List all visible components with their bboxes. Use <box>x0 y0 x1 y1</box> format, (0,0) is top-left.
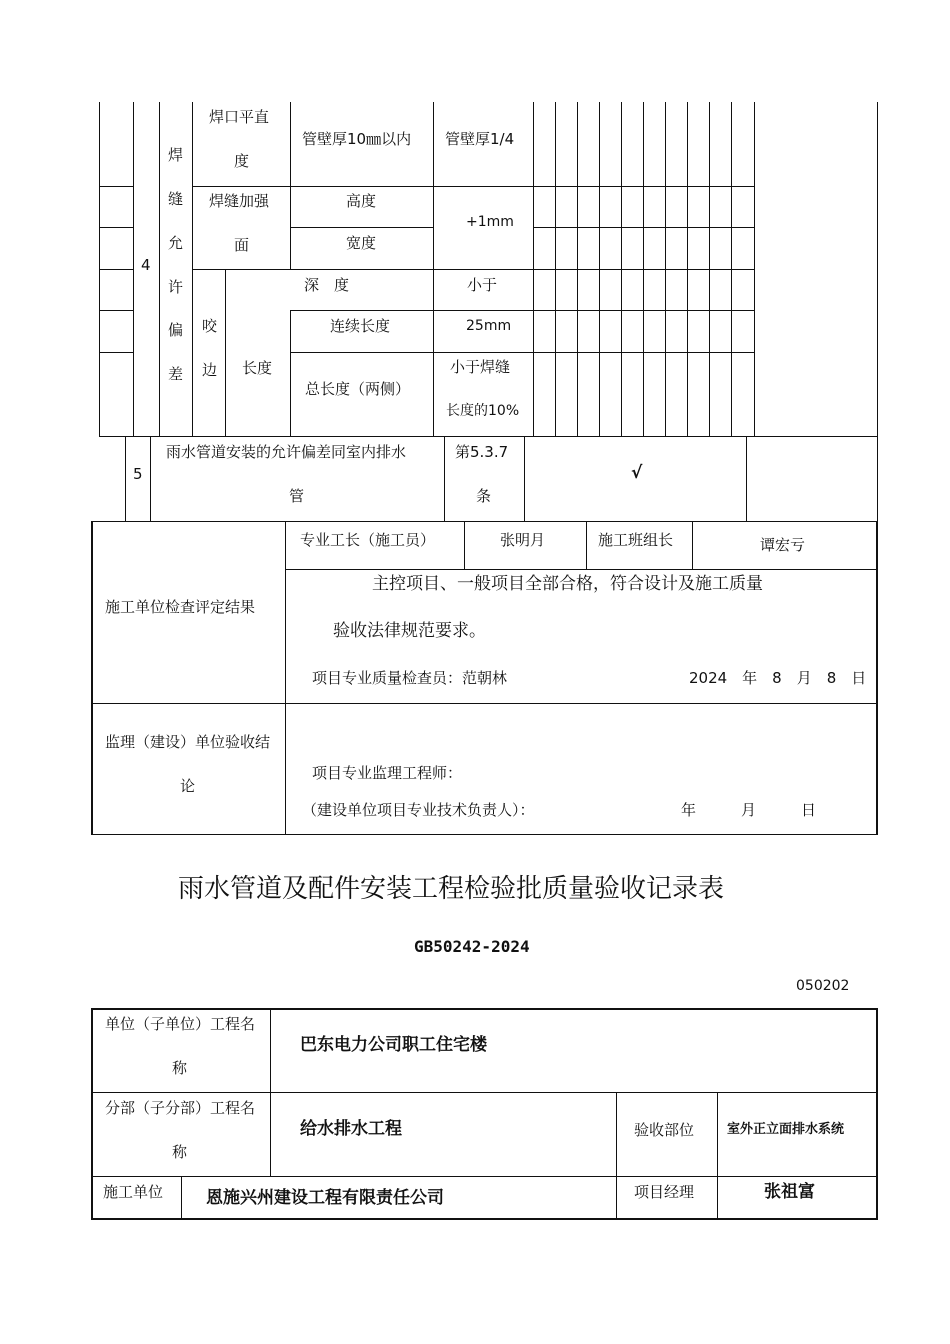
flatness-label-cont: 度 <box>234 152 250 170</box>
item5-check-mark: √ <box>631 463 643 483</box>
supervision-date-blank: 年 月 日 <box>681 801 817 819</box>
depth-tolerance: 小于 <box>467 276 498 294</box>
vertical-char: 允 <box>168 234 184 252</box>
unit-project-label-cont: 称 <box>172 1059 188 1077</box>
supervision-conclusion-label-cont: 论 <box>180 777 196 795</box>
sub-project-label-cont: 称 <box>172 1143 188 1161</box>
total-length-tolerance-cont: 长度的10% <box>446 403 520 419</box>
vertical-char: 许 <box>168 278 184 296</box>
continuous-length-tolerance: 25mm <box>466 318 512 334</box>
vertical-char: 焊 <box>168 146 184 164</box>
flatness-label: 焊口平直 <box>209 108 270 126</box>
result-statement-cont: 验收法律规范要求。 <box>333 621 486 641</box>
quality-inspector: 项目专业质量检查员：范朝林 <box>312 669 508 687</box>
bite-char: 边 <box>202 361 218 379</box>
total-length-tolerance: 小于焊缝 <box>450 358 511 376</box>
sub-project-label: 分部（子分部）工程名 <box>105 1099 256 1117</box>
wall-thickness-condition: 管壁厚10㎜以内 <box>302 130 412 148</box>
project-manager-label: 项目经理 <box>634 1183 695 1201</box>
unit-project-label: 单位（子单位）工程名 <box>105 1015 256 1033</box>
foreman-name: 张明月 <box>500 531 546 549</box>
row-number-4: 4 <box>141 256 151 274</box>
sub-project-value: 给水排水工程 <box>300 1119 402 1139</box>
vertical-char: 偏 <box>168 321 184 339</box>
width-label: 宽度 <box>346 234 377 252</box>
owner-tech-label: （建设单位项目专业技术负责人）： <box>302 801 535 819</box>
item5-clause-cont: 条 <box>476 487 492 505</box>
team-leader-label: 施工班组长 <box>598 531 674 549</box>
vertical-char: 差 <box>168 365 184 383</box>
standard-code: GB50242-2024 <box>414 937 530 956</box>
wall-thickness-tolerance: 管壁厚1/4 <box>445 130 515 148</box>
team-leader-name: 谭宏亏 <box>760 536 806 554</box>
supervision-conclusion-label: 监理（建设）单位验收结 <box>105 733 271 751</box>
construction-result-label: 施工单位检查评定结果 <box>105 598 256 616</box>
result-statement: 主控项目、一般项目全部合格，符合设计及施工质量 <box>372 574 763 594</box>
total-length-label: 总长度（两侧） <box>305 380 411 398</box>
form-number: 050202 <box>796 978 850 994</box>
project-manager-value: 张祖富 <box>764 1182 815 1202</box>
contractor-label: 施工单位 <box>103 1183 164 1201</box>
foreman-label: 专业工长（施工员） <box>300 531 436 549</box>
bite-char: 咬 <box>202 317 218 335</box>
length-label: 长度 <box>242 359 273 377</box>
row-number-5: 5 <box>133 465 143 483</box>
reinforcement-tolerance: +1mm <box>466 214 514 230</box>
item5-description: 雨水管道安装的允许偏差同室内排水 <box>166 443 407 461</box>
contractor-value: 恩施兴州建设工程有限责任公司 <box>206 1188 444 1208</box>
unit-project-value: 巴东电力公司职工住宅楼 <box>300 1035 487 1055</box>
supervisor-engineer-label: 项目专业监理工程师： <box>312 764 463 782</box>
depth-label: 深 度 <box>304 276 350 294</box>
vertical-char: 缝 <box>168 190 184 208</box>
acceptance-part-label: 验收部位 <box>634 1121 695 1139</box>
height-label: 高度 <box>346 192 377 210</box>
inspection-date: 2024 年 8 月 8 日 <box>689 669 867 687</box>
continuous-length-label: 连续长度 <box>330 317 391 335</box>
reinforcement-label-cont: 面 <box>234 236 250 254</box>
item5-clause: 第5.3.7 <box>455 443 509 461</box>
acceptance-part-value: 室外正立面排水系统 <box>727 1122 845 1137</box>
page-title: 雨水管道及配件安装工程检验批质量验收记录表 <box>178 874 725 904</box>
reinforcement-label: 焊缝加强 <box>209 192 270 210</box>
item5-description-cont: 管 <box>289 487 305 505</box>
